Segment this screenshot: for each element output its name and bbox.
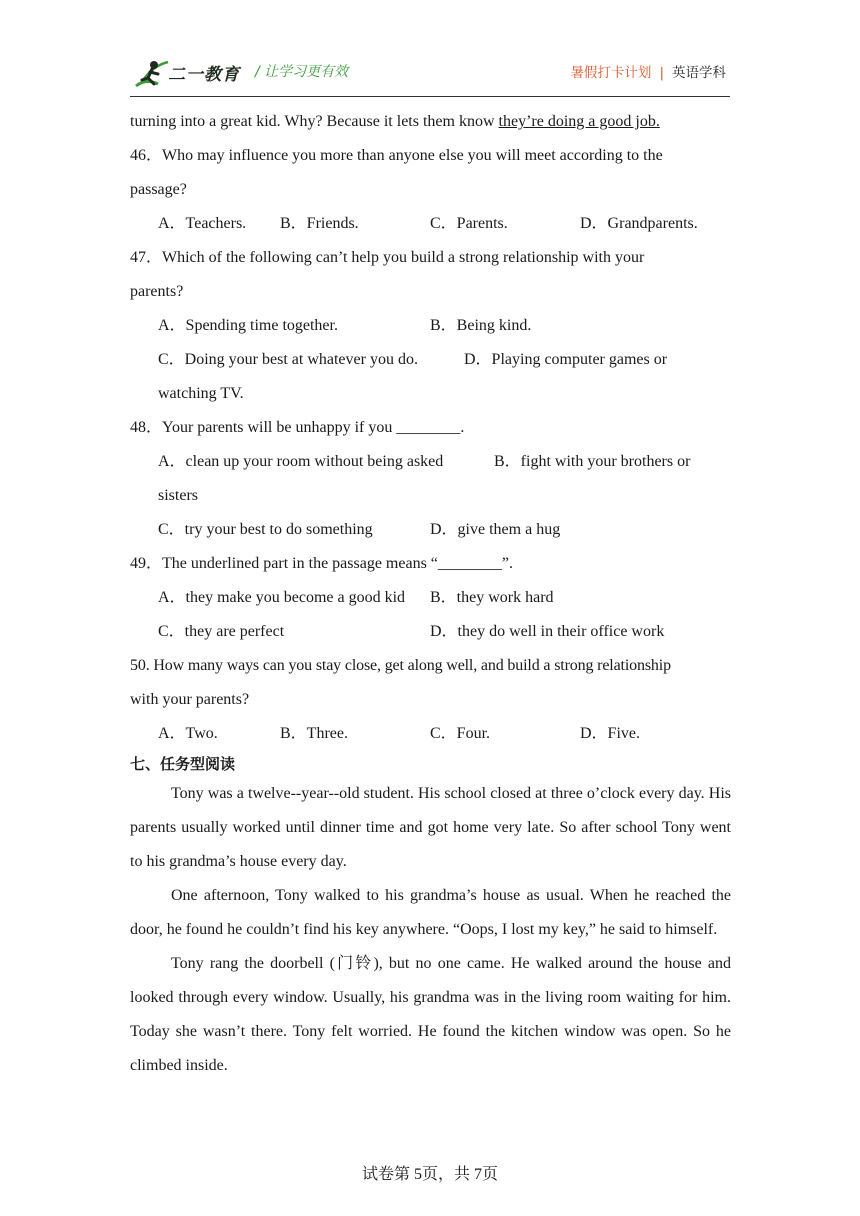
q47-stem-cont: parents? bbox=[130, 283, 184, 300]
page-header bbox=[130, 52, 730, 96]
passage-paragraph-3: Tony rang the doorbell (门铃), but no one came. He walked around the house and looked through every window. Usually, his grandma was in the living room waiting for him. Today she wasn’t there. Tony felt worried. He found the kitchen window was open. So he climbed inside. bbox=[130, 955, 731, 1074]
header-divider bbox=[130, 96, 730, 97]
continued-line bbox=[130, 105, 731, 139]
q50-stem: 50. How many ways can you stay close, get along well, and build a strong relationship bbox=[130, 657, 671, 674]
q48-stem: 48．Your parents will be unhappy if you ________. bbox=[130, 419, 465, 436]
q48-option-d: D．give them a hug bbox=[430, 521, 561, 538]
q47-stem: 47．Which of the following can’t help you build a strong relationship with your bbox=[130, 249, 645, 266]
q48-option-b-cont: sisters bbox=[158, 487, 198, 504]
q49-option-b: B．they work hard bbox=[430, 589, 554, 606]
q48-option-c: C．try your best to do something bbox=[158, 521, 373, 538]
q47-options-cd bbox=[130, 343, 731, 377]
plan-label: 暑假打卡计划 bbox=[570, 65, 652, 81]
page-footer: 试卷第 5页，共 7页 bbox=[361, 1166, 498, 1183]
q46-stem-cont: passage? bbox=[130, 181, 187, 198]
logo-text: 二一教育 bbox=[168, 65, 240, 85]
section-title: 七、任务型阅读 bbox=[130, 755, 236, 773]
passage-paragraph-1: Tony was a twelve--year--old student. His school closed at three o’clock every day. His parents usually worked until dinner time and got home very late. So after school Tony went to his grandma’s house every day. bbox=[130, 785, 731, 870]
header-right bbox=[570, 61, 726, 81]
q47-option-c: C．Doing your best at whatever you do. bbox=[158, 351, 418, 368]
q50-option-d: D．Five. bbox=[580, 725, 641, 742]
q48-options-cd bbox=[130, 513, 731, 547]
q49-options-ab bbox=[130, 581, 731, 615]
q49-stem: 49．The underlined part in the passage means “________”. bbox=[130, 555, 514, 572]
q46-options bbox=[130, 207, 731, 241]
q48-option-a: A．clean up your room without being asked bbox=[158, 453, 444, 470]
q46-option-b: B．Friends. bbox=[280, 215, 359, 232]
q50-option-c: C．Four. bbox=[430, 725, 491, 742]
q50-stem-cont: with your parents? bbox=[130, 691, 250, 708]
q50-option-a: A．Two. bbox=[158, 725, 218, 742]
underlined-phrase: they’re doing a good job. bbox=[498, 113, 660, 130]
q50-option-b: B．Three. bbox=[280, 725, 348, 742]
q49-option-c: C．they are perfect bbox=[158, 623, 285, 640]
slogan: / 让学习更有效 bbox=[255, 64, 349, 80]
q46-option-a: A．Teachers. bbox=[158, 215, 247, 232]
continued-text: turning into a great kid. Why? Because it lets them know bbox=[130, 113, 499, 130]
q49-option-a: A．they make you become a good kid bbox=[158, 589, 406, 606]
q46-option-c: C．Parents. bbox=[430, 215, 508, 232]
q49-option-d: D．they do well in their office work bbox=[430, 623, 665, 640]
q48-options-ab bbox=[130, 445, 731, 479]
header-separator: | bbox=[659, 65, 664, 81]
q47-option-d: D．Playing computer games or bbox=[464, 351, 668, 368]
q46-option-d: D．Grandparents. bbox=[580, 215, 698, 232]
q47-option-a: A．Spending time together. bbox=[158, 317, 338, 334]
passage-paragraph-2: One afternoon, Tony walked to his grandma’s house as usual. When he reached the door, he found he couldn’t find his key anywhere. “Oops, I lost my key,” he said to himself. bbox=[130, 887, 731, 938]
q48-option-b: B．fight with your brothers or bbox=[494, 453, 691, 470]
q49-options-cd bbox=[130, 615, 731, 649]
q50-options bbox=[130, 717, 731, 751]
q47-option-b: B．Being kind. bbox=[430, 317, 532, 334]
q47-option-d-cont: watching TV. bbox=[158, 385, 244, 402]
document-body bbox=[130, 105, 731, 1083]
subject-label: 英语学科 bbox=[672, 65, 726, 81]
q46-stem: 46．Who may influence you more than anyone else you will meet according to the bbox=[130, 147, 663, 164]
q47-options-ab bbox=[130, 309, 731, 343]
